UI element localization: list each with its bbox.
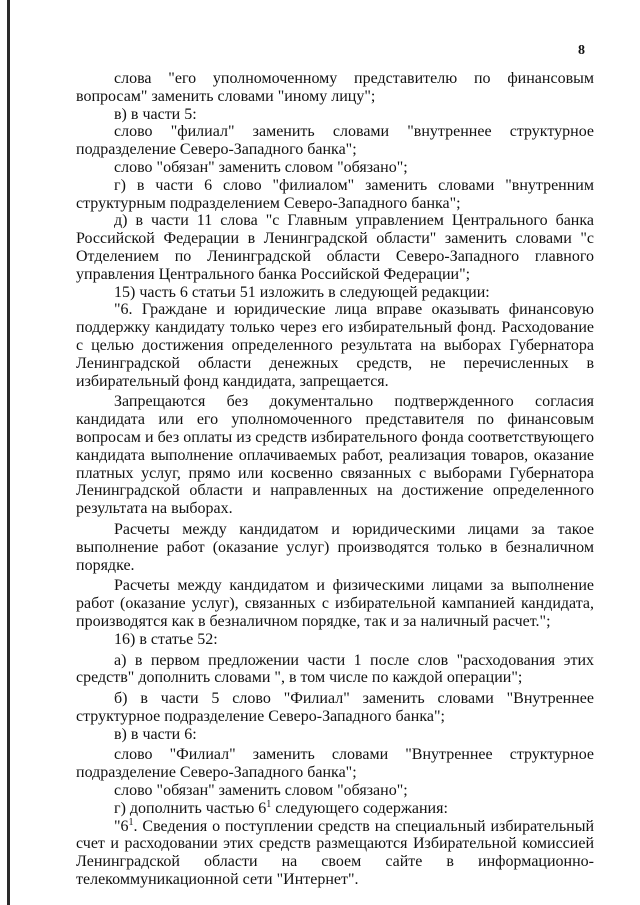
paragraph-part-6-1-text <box>76 818 594 889</box>
paragraph: Расчеты между кандидатом и юридическими лицами за такое выполнение работ (оказание услуг) производятся только в безналичном порядке. <box>76 520 594 574</box>
paragraph: в) в части 5: <box>114 105 197 123</box>
text-run: "6 <box>114 817 129 835</box>
paragraph: слово "обязан" заменить словом "обязано"; <box>114 158 408 176</box>
paragraph: а) в первом предложении части 1 после слов "расходования этих средств" дополнить словами ", в том числе по каждой операции"; <box>76 651 594 687</box>
paragraph: Запрещаются без документально подтвержденного согласия кандидата или его уполномоченного представителя по финансовым вопросам и без оплаты из средств избирательного фонда соответствующего кандидата выполнение оплачиваемых работ, реализация товаров, оказание платных услуг, прямо или косвенно связанных с выборами Губернатора Ленинградской области и направленных на достижение определенного результата на выборах. <box>76 393 594 518</box>
scan-border <box>7 0 10 905</box>
paragraph-part-6-1 <box>76 800 594 818</box>
page-number: 8 <box>578 43 585 58</box>
paragraph: слово "обязан" заменить словом "обязано"; <box>114 782 408 800</box>
superscript: 1 <box>128 816 134 828</box>
text-run: . Сведения о поступлении средств на специальный избирательный счет и расходовании этих средств размещаются Избирательной комиссией Ленинградской области на своем сайте в информационно-телекоммуникационной сети "Интернет". <box>76 817 594 889</box>
paragraph: д) в части 11 слова "с Главным управлением Центрального банка Российской Федерации в Ленинградской области" заменить словами "с Отделением по Ленинградской области Северо-Западного главного управления Центрального банка Российской Федерации"; <box>76 212 594 283</box>
paragraph: слово "филиал" заменить словами "внутреннее структурное подразделение Северо-Западного банка"; <box>76 123 594 159</box>
paragraph: г) в части 6 слово "филиалом" заменить словами "внутренним структурным подразделением Северо-Западного банка"; <box>76 176 594 212</box>
text-run: следующего содержания: <box>271 799 448 817</box>
paragraph: в) в части 6: <box>114 725 197 743</box>
paragraph: б) в части 5 слово "Филиал" заменить словами "Внутреннее структурное подразделение Северо-Западного банка"; <box>76 690 594 725</box>
text-run: г) дополнить частью 6 <box>114 799 267 817</box>
paragraph: слово "Филиал" заменить словами "Внутреннее структурное подразделение Северо-Западного банка"; <box>76 746 594 782</box>
document-body <box>76 70 594 889</box>
paragraph: 16) в статье 52: <box>114 630 218 648</box>
paragraph: слова "его уполномоченному представителю по финансовым вопросам" заменить словами "иному лицу"; <box>76 70 594 105</box>
superscript: 1 <box>266 798 272 810</box>
paragraph: Расчеты между кандидатом и физическими лицами за выполнение работ (оказание услуг), связанных с избирательной кампанией кандидата, производятся как в безналичном порядке, так и за наличный расчет."; <box>76 577 594 630</box>
paragraph: "6. Граждане и юридические лица вправе оказывать финансовую поддержку кандидату только через его избирательный фонд. Расходование с целью достижения определенного результата на выборах Губернатора Ленинградской области денежных средств, не перечисленных в избирательный фонд кандидата, запрещается. <box>76 301 594 390</box>
paragraph: 15) часть 6 статьи 51 изложить в следующей редакции: <box>114 283 490 301</box>
